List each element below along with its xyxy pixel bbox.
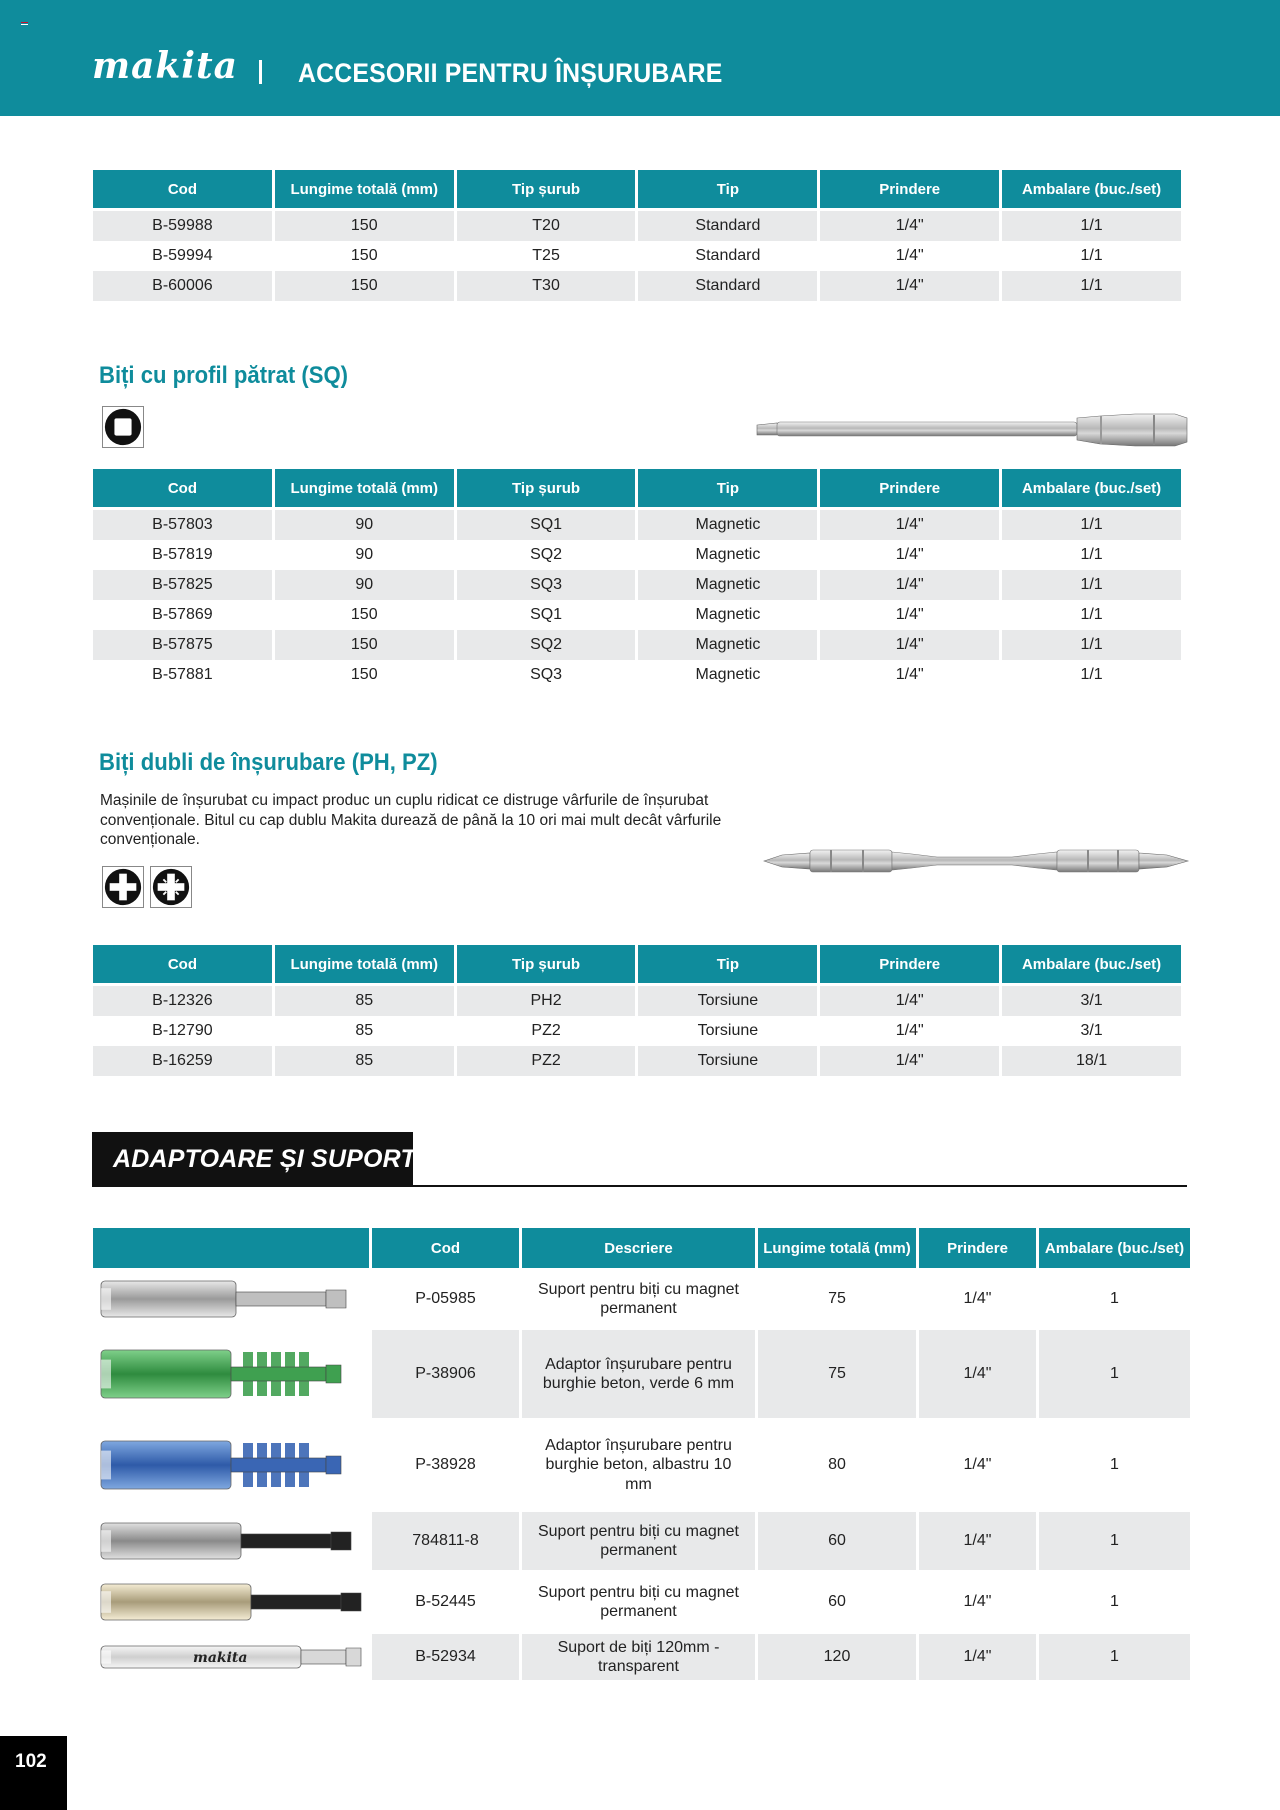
col-header-length: Lungime totală (mm): [758, 1228, 916, 1268]
cell-screw-type: PH2: [457, 986, 636, 1016]
col-header-length: Lungime totală (mm): [275, 945, 454, 986]
phillips-icon: [102, 866, 144, 908]
cell-description: Adaptor înșurubare pentru burghie beton, verde 6 mm: [522, 1330, 755, 1418]
torx-bits-table: [90, 170, 1184, 301]
cell-pack: 1/1: [1002, 570, 1181, 600]
cell-code: P-38928: [415, 1456, 476, 1474]
cell-screw-type: SQ1: [457, 510, 636, 540]
cell-description: Suport de biți 120mm - transparent: [522, 1634, 755, 1680]
cell-pack: 3/1: [1002, 986, 1181, 1016]
cell-length: 85: [355, 1022, 374, 1039]
table-row: [93, 1634, 1190, 1680]
col-header-pack: Ambalare (buc./set): [1002, 945, 1181, 986]
col-header-shank: Prindere: [919, 1228, 1036, 1268]
cell-code: 784811-8: [372, 1512, 519, 1570]
cell-pack: 1: [1039, 1512, 1190, 1570]
table-row: [93, 570, 1181, 600]
cell-screw-type: SQ1: [530, 606, 563, 623]
cell-type: Magnetic: [638, 570, 817, 600]
cell-shank: 1/4": [820, 510, 999, 540]
table-row: [93, 660, 1181, 690]
cell-shank: 1/4": [963, 1290, 992, 1308]
double-bit-image: [762, 842, 1190, 880]
makita-logo: makita: [92, 45, 238, 87]
page-header: [0, 0, 1280, 116]
table-row: [93, 630, 1181, 660]
cell-length: 150: [275, 630, 454, 660]
cell-length: 90: [355, 546, 374, 563]
cell-shank: 1/4": [820, 630, 999, 660]
cell-length: 80: [828, 1456, 846, 1474]
flag-icon: [21, 22, 28, 27]
col-header-shank: Prindere: [820, 469, 999, 510]
cell-pack: 1: [1110, 1456, 1119, 1474]
cell-length: 60: [758, 1512, 916, 1570]
pozidriv-icon: [150, 866, 192, 908]
cell-description: Suport pentru biți cu magnet permanent: [537, 1583, 739, 1620]
cell-code: B-57875: [93, 630, 272, 660]
cell-shank: 1/4": [820, 271, 999, 301]
cell-shank: 1/4": [820, 1046, 999, 1076]
square-drive-icon: [102, 406, 144, 448]
col-header-type: Tip: [638, 945, 817, 986]
cell-shank: 1/4": [919, 1634, 1036, 1680]
table-row: [93, 1512, 1190, 1570]
col-header-image: [93, 1228, 369, 1268]
cell-image: [93, 1573, 369, 1631]
col-header-code: Cod: [93, 945, 272, 986]
cell-type: Torsiune: [697, 1022, 759, 1039]
col-header-length: Lungime totală (mm): [275, 170, 454, 211]
cell-length: 150: [350, 606, 378, 623]
table-row: [93, 1271, 1190, 1327]
cell-code: B-57803: [93, 510, 272, 540]
cell-type: Magnetic: [695, 606, 761, 623]
col-header-shank: Prindere: [820, 170, 999, 211]
table-row: [93, 271, 1181, 301]
cell-pack: 1/1: [1002, 271, 1181, 301]
cell-length: 150: [275, 271, 454, 301]
cell-pack: 1/1: [1080, 606, 1103, 623]
cell-code: B-52445: [415, 1593, 476, 1611]
col-header-pack: Ambalare (buc./set): [1002, 170, 1181, 211]
cell-code: B-12790: [152, 1022, 213, 1039]
cell-description: Suport pentru biți cu magnet permanent: [522, 1512, 755, 1570]
section-banner-adapters: ADAPTOARE ȘI SUPORTURI: [92, 1132, 413, 1187]
cell-pack: 1/1: [1002, 510, 1181, 540]
cell-code: B-60006: [93, 271, 272, 301]
cell-type: Torsiune: [638, 1046, 817, 1076]
cell-length: 60: [828, 1593, 846, 1611]
cell-image: [93, 1634, 369, 1680]
col-header-screw-type: Tip șurub: [457, 945, 636, 986]
product-image-bit-holder-transparent: [93, 1634, 363, 1680]
cell-length: 150: [275, 211, 454, 241]
cell-screw-type: PZ2: [457, 1046, 636, 1076]
cell-shank: 1/4": [963, 1456, 992, 1474]
col-header-pack: Ambalare (buc./set): [1002, 469, 1181, 510]
cell-type: Standard: [695, 247, 761, 264]
adapters-table: [90, 1225, 1193, 1683]
col-header-type: Tip: [638, 170, 817, 211]
table-row: [93, 1046, 1181, 1076]
cell-length: 85: [275, 1046, 454, 1076]
col-header-screw-type: Tip șurub: [457, 469, 636, 510]
cell-screw-type: T20: [457, 211, 636, 241]
cell-pack: 1: [1039, 1634, 1190, 1680]
cell-pack: 1/1: [1080, 546, 1103, 563]
cell-code: P-05985: [415, 1290, 476, 1308]
cell-screw-type: T30: [457, 271, 636, 301]
cell-length: 90: [275, 570, 454, 600]
cell-shank: 1/4": [820, 570, 999, 600]
cell-description: Adaptor înșurubare pentru burghie beton, albastru 10 mm: [545, 1436, 732, 1493]
cell-code: B-57819: [152, 546, 213, 563]
square-bit-image: [755, 408, 1190, 452]
cell-shank: 1/4": [895, 1022, 924, 1039]
section-title-sq: Biți cu profil pătrat (SQ): [99, 362, 349, 389]
cell-code: B-16259: [93, 1046, 272, 1076]
col-header-shank: Prindere: [820, 945, 999, 986]
cell-pack: 1/1: [1080, 247, 1103, 264]
product-image-bit-holder-gold: [93, 1573, 363, 1631]
cell-shank: 1/4": [963, 1593, 992, 1611]
cell-code: B-57825: [93, 570, 272, 600]
cell-shank: 1/4": [895, 666, 924, 683]
table-row: [93, 600, 1181, 630]
table-row: [93, 510, 1181, 540]
cell-type: Magnetic: [638, 630, 817, 660]
cell-shank: 1/4": [895, 247, 924, 264]
header-divider: [259, 60, 262, 84]
cell-image: [93, 1421, 369, 1509]
cell-pack: 1: [1110, 1593, 1119, 1611]
cell-length: 75: [758, 1330, 916, 1418]
cell-type: Standard: [638, 211, 817, 241]
table-row: [93, 241, 1181, 271]
cell-type: Magnetic: [695, 666, 761, 683]
col-header-type: Tip: [638, 469, 817, 510]
product-image-bit-holder-silver: [93, 1271, 363, 1327]
cell-shank: 1/4": [919, 1330, 1036, 1418]
cell-code: B-52934: [372, 1634, 519, 1680]
table-row: [93, 1573, 1190, 1631]
section-description: Mașinile de înșurubat cu impact produc un cuplu ridicat ce distruge vârfurile de înșurubat convenționale. Bitul cu cap dublu Makita durează de până la 10 ori mai mult decât vârfurile convenționale.: [100, 792, 722, 848]
cell-length: 150: [350, 247, 378, 264]
cell-code: B-12326: [93, 986, 272, 1016]
cell-type: Torsiune: [638, 986, 817, 1016]
page-title: ACCESORII PENTRU ÎNȘURUBARE: [298, 58, 723, 88]
cell-type: Magnetic: [695, 546, 761, 563]
cell-type: Magnetic: [638, 510, 817, 540]
cell-pack: 1/1: [1002, 211, 1181, 241]
section-title-double-bits: Biți dubli de înșurubare (PH, PZ): [99, 749, 438, 776]
cell-length: 75: [828, 1290, 846, 1308]
cell-screw-type: T25: [532, 247, 560, 264]
col-header-pack: Ambalare (buc./set): [1039, 1228, 1190, 1268]
col-header-code: Cod: [93, 469, 272, 510]
product-image-adapter-blue: [93, 1421, 363, 1509]
product-image-bit-holder-dark: [93, 1512, 363, 1570]
cell-length: 90: [275, 510, 454, 540]
cell-screw-type: SQ3: [457, 570, 636, 600]
cell-length: 150: [350, 666, 378, 683]
col-header-description: Descriere: [522, 1228, 755, 1268]
cell-shank: 1/4": [895, 546, 924, 563]
cell-code: B-57869: [152, 606, 213, 623]
cell-pack: 1: [1039, 1330, 1190, 1418]
cell-pack: 1/1: [1002, 630, 1181, 660]
banner-underline: [92, 1185, 1187, 1187]
col-header-length: Lungime totală (mm): [275, 469, 454, 510]
col-header-code: Cod: [93, 170, 272, 211]
cell-type: Standard: [638, 271, 817, 301]
cell-code: B-59988: [93, 211, 272, 241]
cell-pack: 3/1: [1080, 1022, 1103, 1039]
col-header-code: Cod: [372, 1228, 519, 1268]
cell-pack: 1: [1110, 1290, 1119, 1308]
table-row: [93, 211, 1181, 241]
cell-shank: 1/4": [895, 606, 924, 623]
cell-length: 120: [758, 1634, 916, 1680]
cell-screw-type: SQ3: [530, 666, 563, 683]
page-number: 102: [0, 1736, 67, 1810]
table-row: [93, 986, 1181, 1016]
table-row: [93, 1016, 1181, 1046]
col-header-screw-type: Tip șurub: [457, 170, 636, 211]
cell-pack: 18/1: [1002, 1046, 1181, 1076]
cell-shank: 1/4": [820, 211, 999, 241]
table-row: [93, 1330, 1190, 1418]
cell-shank: 1/4": [919, 1512, 1036, 1570]
cell-image: [93, 1330, 369, 1418]
cell-screw-type: SQ2: [530, 546, 563, 563]
cell-pack: 1/1: [1080, 666, 1103, 683]
cell-description: Suport pentru biți cu magnet permanent: [537, 1280, 739, 1317]
cell-screw-type: SQ2: [457, 630, 636, 660]
product-logo-text: makita: [193, 1650, 248, 1666]
cell-image: [93, 1512, 369, 1570]
square-bits-table: [90, 469, 1184, 690]
product-image-adapter-green: [93, 1330, 363, 1418]
cell-screw-type: PZ2: [531, 1022, 561, 1039]
cell-image: [93, 1271, 369, 1327]
cell-code: B-59994: [152, 247, 213, 264]
cell-shank: 1/4": [820, 986, 999, 1016]
cell-code: B-57881: [152, 666, 213, 683]
double-bits-table: [90, 945, 1184, 1076]
table-row: [93, 540, 1181, 570]
cell-length: 85: [275, 986, 454, 1016]
cell-code: P-38906: [372, 1330, 519, 1418]
table-row: [93, 1421, 1190, 1509]
